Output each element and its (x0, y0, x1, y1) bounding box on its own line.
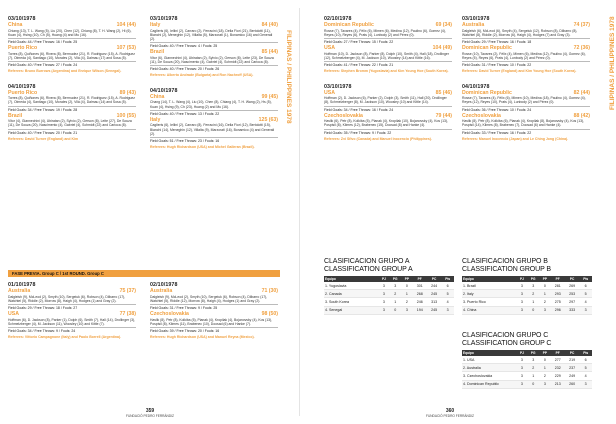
field-goals: Field Goals: 40 / Free Throws: 27 / Fouls: 24 (8, 61, 136, 67)
table-row (462, 356, 592, 364)
player-list: Caglieris (6), Iellini (2), Carraro (8), Ferracini (16), Della Fiori (12), Bertolotti (15), Bianchi (14), Meneghin (12), Villalta (9), Marzorati (16), Bonamico (4) and Generali (2). (150, 123, 275, 137)
stat-cell: 3 (517, 306, 528, 314)
column-header: PP (401, 276, 412, 282)
column-header: Equipo (462, 350, 517, 356)
stat-cell: 1 (401, 290, 412, 298)
classification-title-en: CLASSIFICATION GROUP B (462, 265, 551, 273)
player-list: Chiang (13), T. L. Wang (5), Liu (20), Chen (12), Chiang (8), T. H. Wang (2), Hi (6), Kuan (4), Hsing (10), Ch (5), Huang (4) and Mu (16). (8, 28, 132, 37)
team-cell: 4. Dominican Republic (462, 380, 517, 388)
team-b-line (8, 113, 136, 119)
team-a-line (324, 90, 452, 96)
table-row (462, 298, 592, 306)
page-folio (410, 408, 490, 418)
team-name: Australia (150, 288, 173, 294)
team-cell: 4. China (462, 306, 517, 314)
referees: Referees: David Turner (England) and Kim (8, 136, 79, 141)
stat-cell: 0 (389, 306, 401, 314)
game-date: 04/10/1978 (462, 83, 490, 90)
stat-cell: 3 (441, 306, 454, 314)
stat-cell: 4 (579, 372, 592, 380)
stat-cell: 232 (550, 364, 564, 372)
field-goals: Field Goals: 40 / Free Throws: 20 / Fouls: 21 (8, 129, 136, 135)
team-name: Puerto Rico (8, 89, 38, 96)
team-name: Australia (8, 288, 31, 294)
stat-cell: 3 (517, 298, 528, 306)
stat-cell: 1 (527, 372, 539, 380)
standings-table (462, 276, 592, 315)
team-score: 99 (45) (261, 93, 278, 100)
team-cell: 2. Italy (462, 290, 517, 298)
stat-cell: 229 (550, 372, 564, 380)
table-row (462, 290, 592, 298)
player-list: Chang (14), T. L. Wang (4), Liu (10), Chen (8), Chiang (4), T. H. Wang (2), Hs (5), Kuan (4), Hsing (9), Ch (23), Huang (2) and Mu (16). (150, 100, 272, 109)
team-b-line (150, 117, 278, 123)
page-number: 360 (445, 408, 455, 414)
stat-cell: 249 (565, 372, 579, 380)
left-column-1-lower (8, 282, 136, 348)
referees: Referees: Hugh Richardson (USA) and Michel Galleran (Brazil). (150, 145, 255, 150)
vertical-section-label: FILIPINAS / PHILIPPINES 1978 (609, 16, 616, 110)
stat-cell: 3 (527, 282, 539, 290)
stat-cell: 296 (550, 306, 564, 314)
stat-cell: 1 (527, 298, 539, 306)
stat-cell: 2 (539, 298, 550, 306)
team-a-line (150, 22, 278, 28)
team-name: Dominican Republic (324, 22, 374, 28)
left-page (0, 0, 300, 424)
column-header: Pts (441, 276, 454, 282)
team-score: 72 (36) (573, 45, 590, 52)
team-a-line (8, 90, 136, 96)
team-score: 84 (40) (261, 22, 278, 28)
stat-cell: 0 (401, 282, 412, 290)
player-list: Vitor (4), Giannechini (4), Ubiratan (2), Sylvio (2), Gerson (8), Leite (27), De Souza (11), De Souza (20), Nascimento (4), Gabriel (4), Schmidt (22) and Carioca (8). (8, 119, 132, 128)
game-date: 01/10/1978 (8, 282, 36, 288)
stat-cell: 293 (550, 290, 564, 298)
stat-cell: 1 (539, 290, 550, 298)
team-name: USA (324, 45, 335, 52)
stat-cell: 3 (539, 380, 550, 388)
stat-cell: 2 (539, 372, 550, 380)
phase-heading: FASE PREVIA. Group C / 1st ROUND. Group C (8, 270, 280, 277)
field-goals: Field Goals: 51 / Free Throws: 23 / Fouls: 16 (150, 137, 278, 143)
column-header: PJ (517, 350, 528, 356)
stat-cell: 4 (579, 298, 592, 306)
field-goals: Field Goals: 44 / Free Throws: 16 / Fouls: 25 (8, 38, 136, 44)
team-b-line (324, 45, 452, 51)
game-date: 03/10/1978 (8, 16, 36, 22)
stat-cell: 245 (427, 290, 441, 298)
team-a-line (324, 22, 452, 28)
player-list: Hoffman (2), D. Jackson (6), Parker (2), Dolph (3), Smith (11), Hall (20), Drollinger (8), Schmelzberger (8), M. Jackson (10), Woosley (10) and Kittle (14). (324, 96, 447, 105)
game-date: 03/10/1978 (462, 16, 490, 22)
team-b-line (462, 45, 590, 51)
page-folio (110, 408, 190, 418)
referees: Referees: Zvi Sfivo (Canada) and Manuel Inocencio (Philippines). (324, 136, 432, 141)
player-list: Rosse (7), Tavares (4), Félix (6), Mimen (6), Medina (12), Paulino (6), Gomez (4), Reyes (10), Reyes (6), Prats (4), Lunbody (2) and Pérez (0). (324, 28, 446, 37)
stat-cell: 275 (550, 298, 564, 306)
table-row (462, 372, 592, 380)
stat-cell: 3 (379, 290, 390, 298)
referees: Referees: Manuel Inocencio (Japan) and Le Ching Jong (China). (462, 136, 569, 141)
team-score: 77 (38) (119, 311, 136, 318)
field-goals: Field Goals: 40 / Free Throws: 20 / Fouls: 26 (150, 65, 278, 71)
team-name: Dominican Republic (462, 89, 512, 96)
player-list: Torres (8), Quiñones (6), Rivera (8), Bermudez (21), R. Rodriguez (15), A. Rodriguez (7), Olmeda (4), Santiago (10), Morales (2), Vilá (4), Dalmau (14) and Sosa (5). (8, 96, 136, 105)
team-score: 74 (37) (573, 22, 590, 28)
team-b-line (150, 311, 278, 317)
team-score: 104 (44) (116, 22, 136, 28)
column-header: PJ (379, 276, 390, 282)
field-goals: Field Goals: 40 / Free Throws: 13 / Fouls: 22 (150, 110, 278, 116)
stat-cell: 5 (579, 364, 592, 372)
stat-cell: 6 (579, 356, 592, 364)
stat-cell: 3 (389, 282, 401, 290)
stat-cell: 3 (579, 306, 592, 314)
stat-cell: 5 (441, 290, 454, 298)
stat-cell: 0 (527, 380, 539, 388)
team-name: Italy (150, 22, 161, 28)
stat-cell: 3 (517, 282, 528, 290)
game-date: 03/10/1978 (150, 16, 178, 22)
column-header: Pts (579, 276, 592, 282)
column-header: PF (412, 276, 426, 282)
game-card (462, 84, 590, 142)
team-score: 85 (44) (261, 49, 278, 56)
player-list: Dalgleish (9), McLeod (2), Smyth (10), Sergeiuk (6), Robson (4), Dilbarro (17), Watchtel (5), Riddle (12), Morrow (8), Haigh (4), Hodges (1) and Gray (2). (150, 294, 268, 303)
stat-cell: 3 (401, 306, 412, 314)
team-score: 71 (30) (261, 288, 278, 294)
table-body (324, 282, 454, 314)
table-row (462, 306, 592, 314)
team-score: 104 (49) (432, 45, 452, 52)
team-name: Italy (150, 116, 161, 123)
stat-cell: 3 (539, 306, 550, 314)
field-goals: Field Goals: 31 / Free Throws: 10 / Fouls: 22 (462, 61, 590, 67)
team-name: Czechoslovakia (150, 311, 189, 318)
classification-group-c (462, 332, 592, 389)
table-row (324, 290, 454, 298)
player-list: Hoffman (10), D. Jackson (8), Parker (8), Dolph (10), Smith (4), Hall (18), Drollinger (12), Schmelzberger (4), M. Jackson (10), Woosley (14) and Kittle (16). (324, 51, 449, 60)
table-row (462, 364, 592, 372)
player-list: Dalgleish (9), McLeod (2), Smyth (10), Sergeiuk (6), Robson (4), Dilbarro (17), Watchtel (5), Riddle (2), Morrow (8), Haigh (4), Hodges (1) and Gray (2). (8, 294, 126, 303)
team-score: 88 (42) (573, 112, 590, 119)
stat-cell: 3 (517, 356, 528, 364)
stat-cell: 1 (539, 364, 550, 372)
referees: Referees: Alberto Andrade (Bulgaria) and Ron Nachroff (USA). (150, 73, 254, 78)
player-list: Rosse (10), Tavares (2), Félix (4), Mimen (6), Medina (12), Paulino (4), Gomez (6), Reyes (5), Reyes (6), Prats (4), Lunbody (2) and Pérez (0). (462, 51, 586, 60)
team-cell: 1. Yugoslavia (324, 282, 379, 290)
team-b-line (462, 113, 590, 119)
stat-cell: 297 (565, 298, 579, 306)
field-goals: Field Goals: 29 / Free Throws: 18 / Fouls: 27 (8, 304, 136, 310)
stat-cell: 268 (412, 290, 426, 298)
referees: Referees: Hugh Richardson (USA) and Manuel Reyna (Mexico). (150, 335, 255, 340)
table-row (462, 282, 592, 290)
table-row (324, 306, 454, 314)
left-column-2-lower (150, 282, 278, 348)
team-a-line (150, 94, 278, 100)
stat-cell: 3 (379, 282, 390, 290)
field-goals: Field Goals: 40 / Free Throws: 4 / Fouls: 25 (150, 42, 278, 48)
stat-cell: 5 (579, 290, 592, 298)
field-goals: Field Goals: 39 / Free Throws: 20 / Fouls: 16 (150, 327, 278, 333)
field-goals: Field Goals: 41 / Free Throws: 22 / Fouls: 21 (324, 61, 452, 67)
team-cell: 4. Senegal (324, 306, 379, 314)
column-header: PC (565, 350, 579, 356)
right-column-1 (324, 16, 452, 149)
page-number: 359 (145, 408, 155, 414)
team-cell: 1. USA (462, 356, 517, 364)
right-page (300, 0, 616, 424)
stat-cell: 2 (389, 290, 401, 298)
right-column-2 (462, 16, 590, 149)
team-cell: 1. Brazil (462, 282, 517, 290)
table-row (324, 282, 454, 290)
team-cell: 3. Czechoslovakia (462, 372, 517, 380)
game-card (324, 16, 452, 74)
team-a-line (462, 22, 590, 28)
publisher-name: FUNDACIÓ PEDRO FERRÁNDIZ (126, 414, 174, 418)
team-score: 79 (44) (435, 112, 452, 119)
stat-cell: 0 (539, 282, 550, 290)
stat-cell: 2 (401, 298, 412, 306)
game-date: 02/10/1978 (324, 16, 352, 22)
team-cell: 2. Australia (462, 364, 517, 372)
table-body (462, 282, 592, 314)
classification-group-b (462, 258, 592, 315)
referees: Referees: Vittorio Campagnone (Italy) and Paolo Borrell (Argentina). (8, 335, 122, 340)
team-name: Czechoslovakia (462, 112, 501, 119)
stat-cell: 213 (550, 380, 564, 388)
standings-table (324, 276, 454, 315)
stat-cell: 333 (565, 306, 579, 314)
standings-table (462, 350, 592, 389)
field-goals: Field Goals: 33 / Free Throws: 16 / Fouls: 22 (462, 129, 590, 135)
column-header: PG (389, 276, 401, 282)
stat-cell: 3 (517, 372, 528, 380)
team-b-line (8, 311, 136, 317)
team-name: Australia (462, 22, 485, 28)
game-card (150, 16, 278, 78)
field-goals: Field Goals: 31 / Free Throws: 9 / Fouls: 25 (150, 304, 278, 310)
classification-title-es: CLASIFICACION GRUPO B (462, 258, 548, 265)
publisher-name: FUNDACIÓ PEDRO FERRÁNDIZ (426, 414, 474, 418)
column-header: Pts (579, 350, 592, 356)
team-cell: 2. Canada (324, 290, 379, 298)
team-name: Brazil (150, 49, 165, 56)
stat-cell: 253 (565, 290, 579, 298)
game-card (150, 88, 278, 150)
team-a-line (8, 22, 136, 28)
table-row (324, 298, 454, 306)
team-score: 100 (55) (116, 112, 136, 119)
team-name: China (8, 22, 23, 28)
team-a-line (150, 288, 278, 294)
field-goals: Field Goals: 34 / Free Throws: 19 / Fouls: 28 (8, 106, 136, 112)
team-name: Puerto Rico (8, 45, 38, 52)
player-list: Dalgleish (6), McLeod (6), Smyth (4), Sergeiuk (12), Robson (8), Dilbarro (8), Watchtel (8), Riddle (2), Morrow (6), Haigh (4), Hodges (7) and Gray (3). (462, 28, 578, 37)
classification-title-en: CLASSIFICATION GROUP A (324, 265, 413, 273)
column-header: PF (550, 276, 564, 282)
column-header: PP (539, 350, 550, 356)
team-name: USA (324, 89, 335, 96)
stat-cell: 3 (379, 306, 390, 314)
stat-cell: 4 (441, 298, 454, 306)
team-name: Czechoslovakia (324, 112, 363, 119)
team-b-line (324, 113, 452, 119)
referees: Referees: David Turner (England) and Kim Young Hoe (South Korea). (462, 69, 577, 74)
stat-cell: 0 (527, 306, 539, 314)
team-a-line (462, 90, 590, 96)
team-score: 107 (53) (116, 45, 136, 52)
vertical-section-label: FILIPINAS / PHILIPPINES 1978 (285, 30, 292, 124)
left-column-1 (8, 16, 136, 149)
column-header: PC (427, 276, 441, 282)
column-header: Equipo (324, 276, 379, 282)
stat-cell: 3 (517, 380, 528, 388)
team-score: 85 (46) (435, 89, 452, 96)
stat-cell: 301 (412, 282, 426, 290)
stat-cell: 3 (579, 380, 592, 388)
game-date: 04/10/1978 (150, 87, 178, 94)
game-card (8, 282, 136, 340)
field-goals: Field Goals: 36 / Free Throws: 10 / Fouls: 24 (462, 106, 590, 112)
left-column-2 (150, 16, 278, 158)
team-score: 98 (50) (261, 311, 278, 318)
column-header: PF (550, 350, 564, 356)
team-cell: 3. South Korea (324, 298, 379, 306)
game-date: 04/10/1978 (8, 83, 36, 90)
stat-cell: 281 (550, 282, 564, 290)
field-goals: Field Goals: 34 / Free Throws: 16 / Fouls: 24 (324, 106, 452, 112)
stat-cell: 313 (427, 298, 441, 306)
column-header: PP (539, 276, 550, 282)
referees: Referees: Stephen Bromm (Yugoslavia) and Kim Young Hoe (South Korea). (324, 69, 449, 74)
field-goals: Field Goals: 27 / Free Throws: 15 / Fouls: 22 (324, 38, 452, 44)
team-name: Dominican Republic (462, 45, 512, 52)
stat-cell: 2 (527, 364, 539, 372)
player-list: Rosse (7), Tavares (4), Félix (6), Mimen (10), Medina (18), Paulino (4), Gomez (4), Reyes (12), Reyes (10), Prats (4), Lunbody (2) and Pérez (0). (462, 96, 586, 105)
stat-cell: 246 (412, 298, 426, 306)
stat-cell: 3 (517, 364, 528, 372)
column-header: PG (527, 350, 539, 356)
classification-title-es: CLASIFICACION GRUPO C (462, 332, 549, 339)
stat-cell: 0 (539, 356, 550, 364)
stat-cell: 260 (565, 380, 579, 388)
column-header: PG (527, 276, 539, 282)
team-score: 125 (63) (258, 116, 278, 123)
player-list: Vitor (6), Giannechini (4), Ubiratan (2), Sylvio (2), Gerson (8), Leite (23), De Souza (11), De Souza (20), Nascimento (4), Gabriel (4), Schmidt (22) and Carioca (8). (150, 55, 274, 65)
team-score: 82 (44) (573, 89, 590, 96)
stat-cell: 277 (550, 356, 564, 364)
column-header: Equipo (462, 276, 517, 282)
stat-cell: 3 (379, 298, 390, 306)
team-score: 69 (34) (435, 22, 452, 28)
game-date: 02/10/1978 (150, 282, 178, 288)
team-name: China (150, 93, 165, 100)
stat-cell: 6 (579, 282, 592, 290)
team-b-line (8, 45, 136, 51)
stat-cell: 244 (427, 282, 441, 290)
stat-cell: 1 (389, 298, 401, 306)
classification-title-en: CLASSIFICATION GROUP C (462, 339, 552, 347)
game-card (462, 16, 590, 74)
team-score: 89 (43) (119, 89, 136, 96)
stat-cell: 3 (517, 290, 528, 298)
game-card (324, 84, 452, 142)
team-score: 75 (37) (119, 288, 136, 294)
stat-cell: 219 (565, 356, 579, 364)
game-card (8, 16, 136, 74)
player-list: Hoffman (6), D. Jackson (8), Parker (1), Dolph (6), Smith (7), Hall (14), Drollinger (3), Schmelzberger (4), M. Jackson (11), Woosley (10) and Kittle (7). (8, 317, 136, 326)
player-list: Caglieris (6), Iellini (2), Carraro (2), Ferracini (18), Della Fiori (21), Bertolotti (11), Bianchi (2), Meneghin (12), Villalta (5), Marzorati (1), Bonamico (16) and Generali (2). (150, 28, 273, 42)
player-list: Torres (8), Quiñones (6), Rivera (8), Bermudez (21), R. Rodriguez (15), A. Rodriguez (7), Olmeda (4), Santiago (10), Morales (2), Vilá (4), Dalmau (17) and Sosa (5). (8, 51, 136, 60)
player-list: Havlik (6), Petr (8), Kolkiba (5), Pianak (4), Kropilak (10), Bojanovsky (4), Kos (13), Pospisil (8), Klimes (12), Brabenec (15), Doosad (8) and Hanke (4). (324, 119, 448, 128)
stat-cell: 3 (527, 356, 539, 364)
team-b-line (150, 49, 278, 55)
classification-group-a (324, 258, 454, 315)
stat-cell: 194 (412, 306, 426, 314)
column-header: PJ (517, 276, 528, 282)
stat-cell: 245 (427, 306, 441, 314)
player-list: Havlik (8), Petr (8), Kolkiba (5), Pianak (4), Kropilak (4), Bojanovsky (4), Kos (13), Pospisil (8), Klimes (11), Brabenec (10), Doosad (6) and Hanke (7). (150, 317, 273, 326)
player-list: Havlik (8), Petr (8), Kolkiba (6), Pianak (4), Kropilak (8), Bojanovsky (4), Kos (13), Pospisil (14), Klimes (8), Brabenec (7), Doosad (6) and Hanke (4). (462, 119, 585, 128)
referees: Referees: Bruno Burrows (Argentina) and Enrique Wilson (Senegal). (8, 69, 122, 74)
column-header: PC (565, 276, 579, 282)
game-card (8, 84, 136, 142)
team-cell: 3. Puerto Rico (462, 298, 517, 306)
game-date: 03/10/1978 (324, 83, 352, 90)
field-goals: Field Goals: 35 / Free Throws: 9 / Fouls: 22 (324, 129, 452, 135)
stat-cell: 2 (527, 290, 539, 298)
table-row (462, 380, 592, 388)
team-name: Brazil (8, 112, 23, 119)
classification-title-es: CLASIFICACION GRUPO A (324, 258, 410, 265)
field-goals: Field Goals: 34 / Free Throws: 9 / Fouls: 24 (8, 327, 136, 333)
stat-cell: 237 (565, 364, 579, 372)
game-card (150, 282, 278, 340)
field-goals: Field Goals: 29 / Free Throws: 16 / Fouls: 18 (462, 38, 590, 44)
table-body (462, 356, 592, 388)
stat-cell: 6 (441, 282, 454, 290)
team-a-line (8, 288, 136, 294)
team-name: USA (8, 311, 19, 318)
stat-cell: 269 (565, 282, 579, 290)
